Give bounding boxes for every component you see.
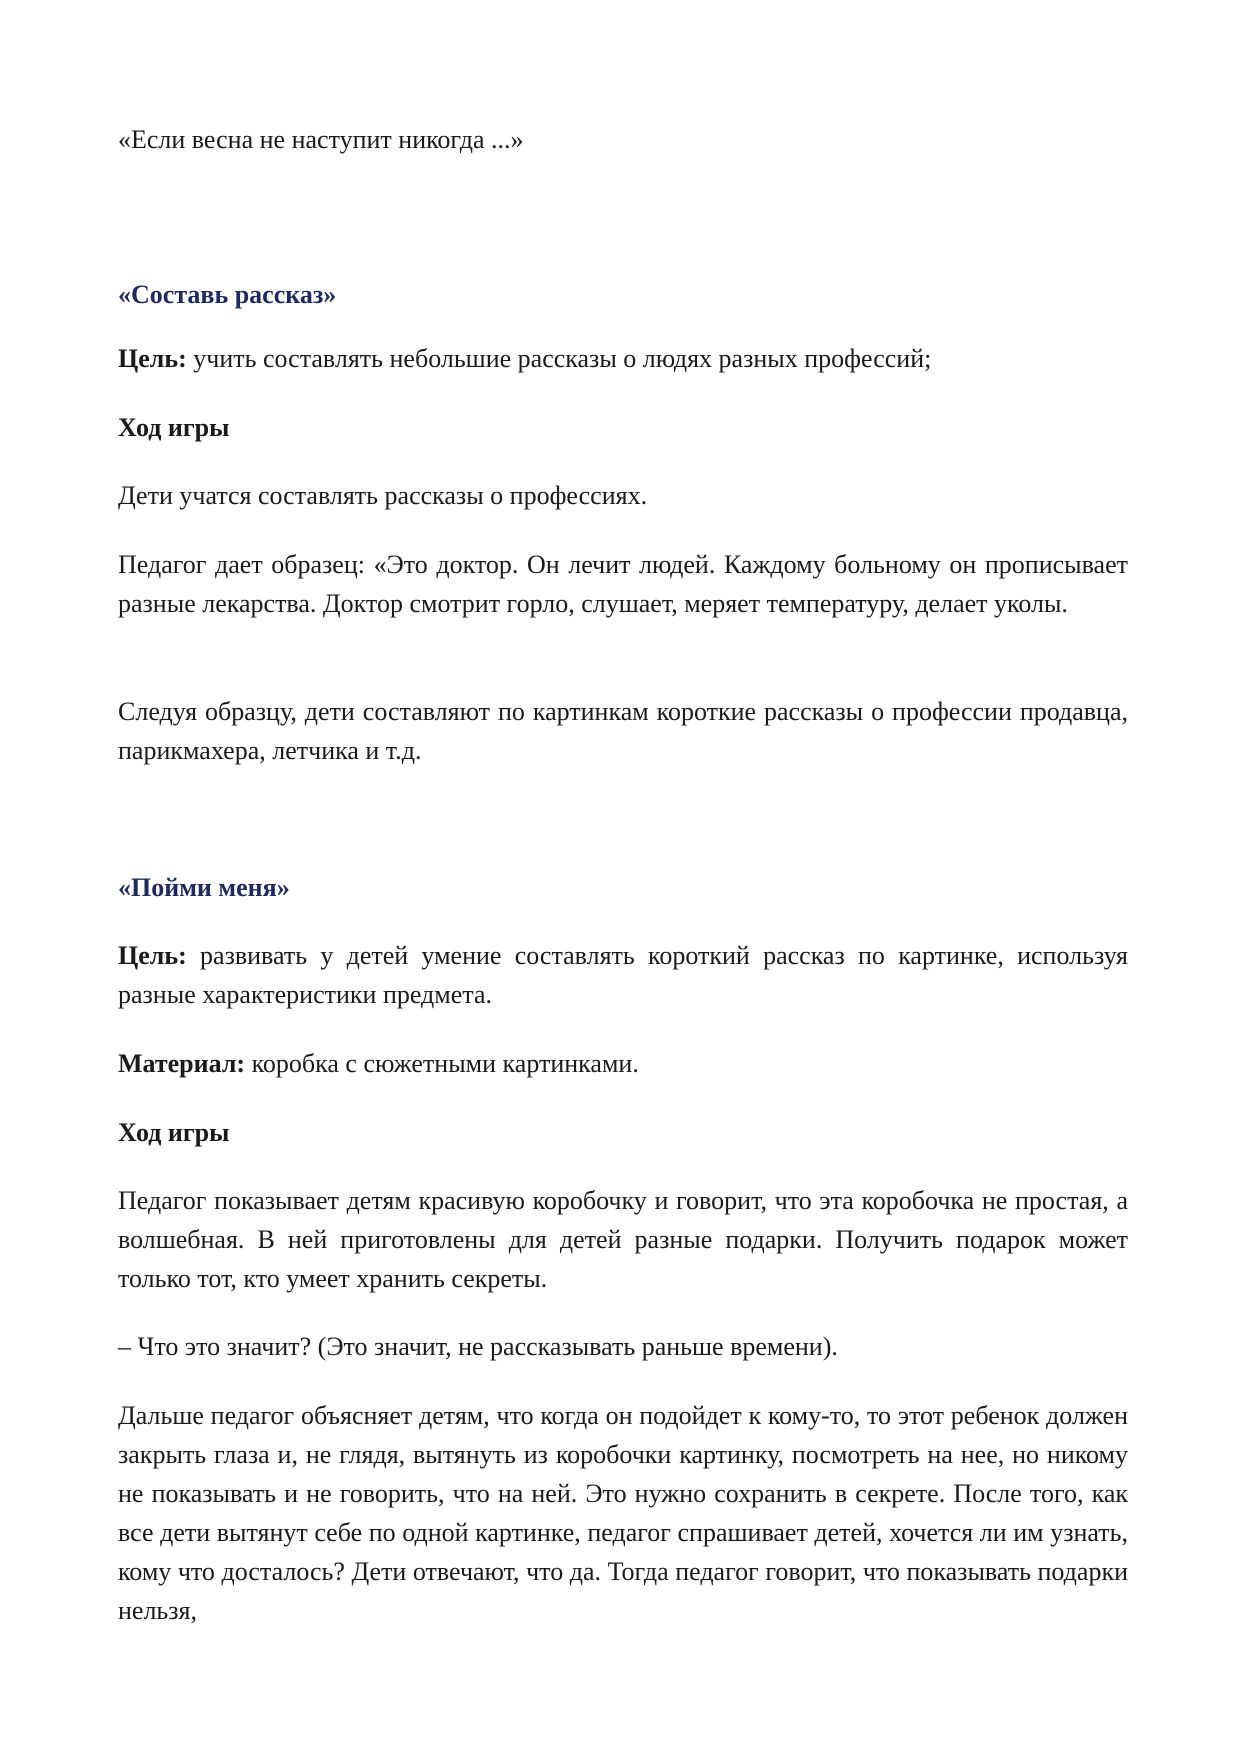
game1-course-label-text: Ход игры <box>118 413 230 442</box>
game2-goal-text: развивать у детей умение составлять короткий рассказ по картинке, используя разные характеристики предмета. <box>118 941 1128 1009</box>
game2-material-label: Материал: <box>118 1049 246 1078</box>
game2-paragraph-3: Дальше педагог объясняет детям, что когда он подойдет к кому-то, то этот ребенок должен закрыть глаза и, не глядя, вытянуть из коробочки картинку, посмотреть на нее, но никому не показывать и не говорить, что на ней. Это нужно сохранить в секрете. После того, как все дети вытянут себе по одной картинке, педагог спрашивает детей, хочется ли им узнать, кому что досталось? Дети отвечают, что да. Тогда педагог говорит, что показывать подарки нельзя, <box>118 1401 1128 1625</box>
game2-paragraph-2: – Что это значит? (Это значит, не рассказывать раньше времени). <box>118 1332 838 1361</box>
game2-paragraph-1: Педагог показывает детям красивую коробочку и говорит, что эта коробочка не простая, а волшебная. В ней приготовлены для детей разные подарки. Получить подарок может только тот, кто умеет хранить секреты. <box>118 1186 1128 1293</box>
game2-course-label-text: Ход игры <box>118 1118 230 1147</box>
game1-paragraph-2: Педагог дает образец: «Это доктор. Он лечит людей. Каждому больному он прописывает разные лекарства. Доктор смотрит горло, слушает, меряет температуру, делает уколы. <box>118 550 1128 618</box>
game1-course-label <box>118 408 1128 447</box>
game1-goal-text: учить составлять небольшие рассказы о людях разных профессий; <box>186 344 932 373</box>
game2-goal <box>118 936 1128 1014</box>
game1-paragraph-1: Дети учатся составлять рассказы о профессиях. <box>118 481 648 510</box>
game2-goal-label: Цель: <box>118 941 187 970</box>
game2-course-label <box>118 1113 1128 1152</box>
game1-title: «Составь рассказ» <box>118 280 337 309</box>
game2-title: «Пойми меня» <box>118 873 290 902</box>
game1-paragraph-3: Следуя образцу, дети составляют по картинкам короткие рассказы о профессии продавца, парикмахера, летчика и т.д. <box>118 697 1128 765</box>
game2-material <box>118 1044 1128 1083</box>
intro-line: «Если весна не наступит никогда ...» <box>118 125 524 154</box>
game1-goal-label: Цель: <box>118 344 187 373</box>
game1-goal <box>118 339 1128 378</box>
game2-material-text: коробка с сюжетными картинками. <box>245 1049 639 1078</box>
